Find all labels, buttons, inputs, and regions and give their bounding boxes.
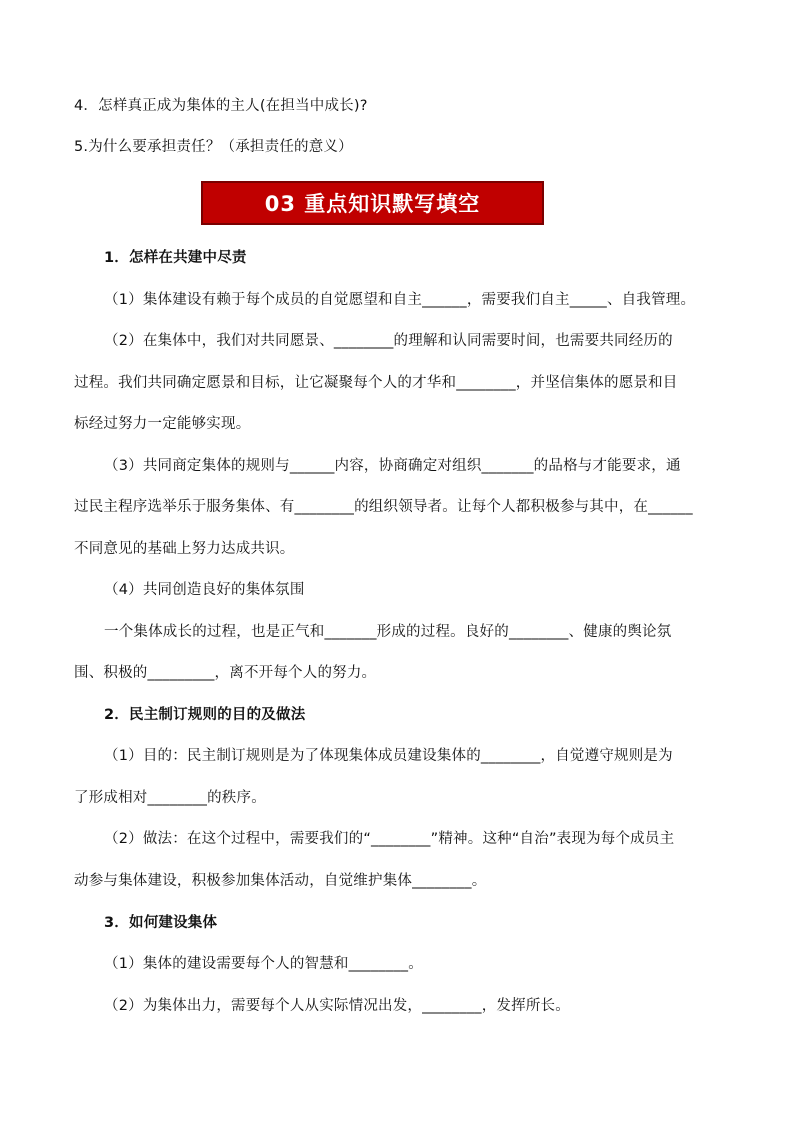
section3-heading: 3．如何建设集体 <box>104 915 218 931</box>
section1-heading: 1．怎样在共建中尽责 <box>104 250 247 266</box>
banner-title: 03 重点知识默写填空 <box>264 192 481 216</box>
section1-paragraph-2-line-2: 过程。我们共同确定愿景和目标，让它凝聚每个人的才华和________，并坚信集体的愿景和目 <box>74 375 678 391</box>
section3-paragraph-2: （2）为集体出力，需要每个人从实际情况出发，________，发挥所长。 <box>104 998 570 1014</box>
section1-paragraph-3-line-1: （3）共同商定集体的规则与______内容，协商确定对组织_______的品格与才能要求，通 <box>104 458 681 474</box>
section1-paragraph-1: （1）集体建设有赖于每个成员的自觉愿望和自主______，需要我们自主_____、自我管理。 <box>104 292 696 308</box>
section2-paragraph-1-line-1: （1）目的：民主制订规则是为了体现集体成员建设集体的________，自觉遵守规则是为 <box>104 748 673 764</box>
section1-paragraph-2-line-1: （2）在集体中，我们对共同愿景、________的理解和认同需要时间，也需要共同经历的 <box>104 333 673 349</box>
section2-paragraph-2-line-1: （2）做法：在这个过程中，需要我们的“________”精神。这种“自治”表现为每个成员主 <box>104 831 675 847</box>
section2-paragraph-1-line-2: 了形成相对________的秩序。 <box>74 790 266 806</box>
section3-paragraph-1: （1）集体的建设需要每个人的智慧和________。 <box>104 956 423 972</box>
section1-paragraph-3-line-3: 不同意见的基础上努力达成共识。 <box>74 541 295 557</box>
section1-paragraph-2-line-3: 标经过努力一定能够实现。 <box>74 416 251 432</box>
section1-paragraph-3-line-2: 过民主程序选举乐于服务集体、有________的组织领导者。让每个人都积极参与其中，在______ <box>74 499 693 515</box>
section2-paragraph-2-line-2: 动参与集体建设，积极参加集体活动，自觉维护集体________。 <box>74 873 487 889</box>
section2-heading: 2．民主制订规则的目的及做法 <box>104 707 306 723</box>
section-banner <box>201 181 544 225</box>
section1-paragraph-4-title: （4）共同创造良好的集体氛围 <box>104 582 305 598</box>
question-5: 5.为什么要承担责任？（承担责任的意义） <box>74 139 353 155</box>
section1-paragraph-4-line-2: 围、积极的_________，离不开每个人的努力。 <box>74 665 377 681</box>
section1-paragraph-4-line-1: 一个集体成长的过程，也是正气和_______形成的过程。良好的________、健康的舆论氛 <box>104 624 672 640</box>
question-4: 4．怎样真正成为集体的主人(在担当中成长)? <box>74 98 368 114</box>
